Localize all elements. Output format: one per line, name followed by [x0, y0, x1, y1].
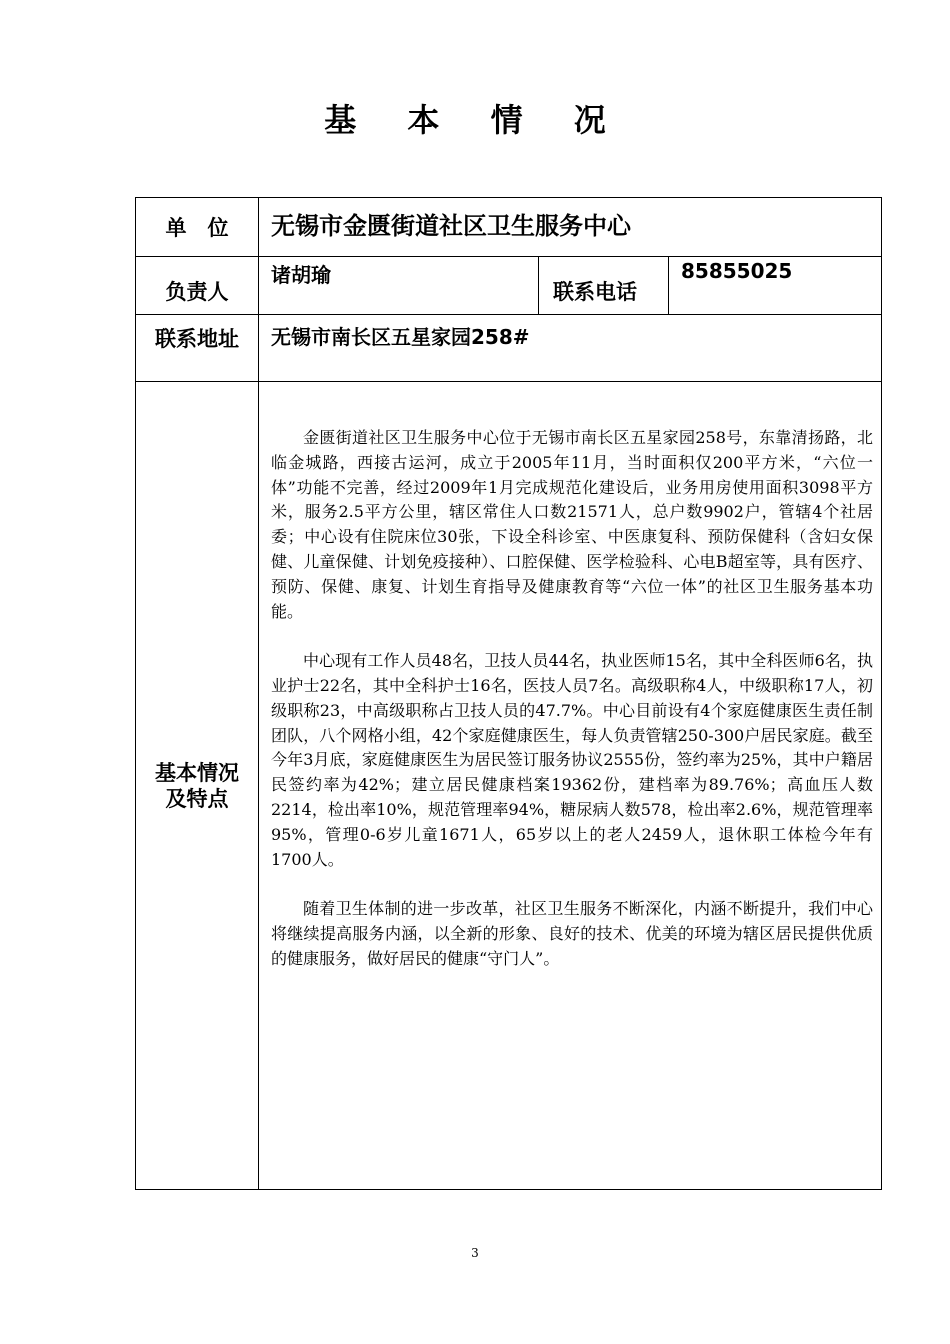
person-row	[136, 257, 882, 315]
address-label: 联系地址	[136, 315, 259, 382]
description-row	[136, 382, 882, 1190]
description-label	[136, 382, 259, 1190]
description-body	[259, 382, 882, 1190]
description-paragraph: 金匮街道社区卫生服务中心位于无锡市南长区五星家园258号，东靠清扬路，北临金城路，西接古运河，成立于2005年11月，当时面积仅200平方米，“六位一体”功能不完善，经过2009年1月完成规范化建设后，业务用房使用面积3098平方米，服务2.5平方公里，辖区常住人口数21571人，总户数9902户，管辖4个社居委；中心设有住院床位30张，下设全科诊室、中医康复科、预防保健科（含妇女保健、儿童保健、计划免疫接种）、口腔保健、医学检验科、心电B超室等，具有医疗、预防、保健、康复、计划生育指导及健康教育等“六位一体”的社区卫生服务基本功能。	[271, 428, 874, 621]
page-number: 3	[471, 1246, 479, 1260]
unit-value: 无锡市金匮街道社区卫生服务中心	[259, 198, 882, 257]
description-label-line1: 基本情况	[155, 760, 239, 785]
description-paragraph: 中心现有工作人员48名，卫技人员44名，执业医师15名，其中全科医师6名，执业护士22名，其中全科护士16名，医技人员7名。高级职称4人，中级职称17人，初级职称23，中高级职称占卫技人员的47.7%。中心目前设有4个家庭健康医生责任制团队，八个网格小组，42个家庭健康医生，每人负责管辖250-300户居民家庭。截至今年3月底，家庭健康医生为居民签订服务协议2555份，签约率为25%，其中户籍居民签约率为42%；建立居民健康档案19362份，建档率为89.76%；高血压人数2214，检出率10%，规范管理率94%，糖尿病人数578，检出率2.6%，规范管理率95%，管理0-6岁儿童1671人，65岁以上的老人2459人，退休职工体检今年有1700人。	[271, 651, 874, 869]
phone-value: 85855025	[669, 257, 882, 315]
person-value: 诸胡瑜	[259, 257, 539, 315]
basic-info-table	[135, 197, 882, 1190]
description-label-line2: 及特点	[165, 786, 229, 811]
unit-row	[136, 198, 882, 257]
person-label: 负责人	[136, 257, 259, 315]
page-title: 基 本 情 况	[324, 101, 626, 139]
address-value: 无锡市南长区五星家园258#	[259, 315, 882, 382]
unit-label: 单 位	[136, 198, 259, 257]
address-row	[136, 315, 882, 382]
phone-label: 联系电话	[539, 257, 669, 315]
description-paragraph: 随着卫生体制的进一步改革，社区卫生服务不断深化，内涵不断提升，我们中心将继续提高服务内涵，以全新的形象、良好的技术、优美的环境为辖区居民提供优质的健康服务，做好居民的健康“守门人”。	[271, 899, 874, 968]
